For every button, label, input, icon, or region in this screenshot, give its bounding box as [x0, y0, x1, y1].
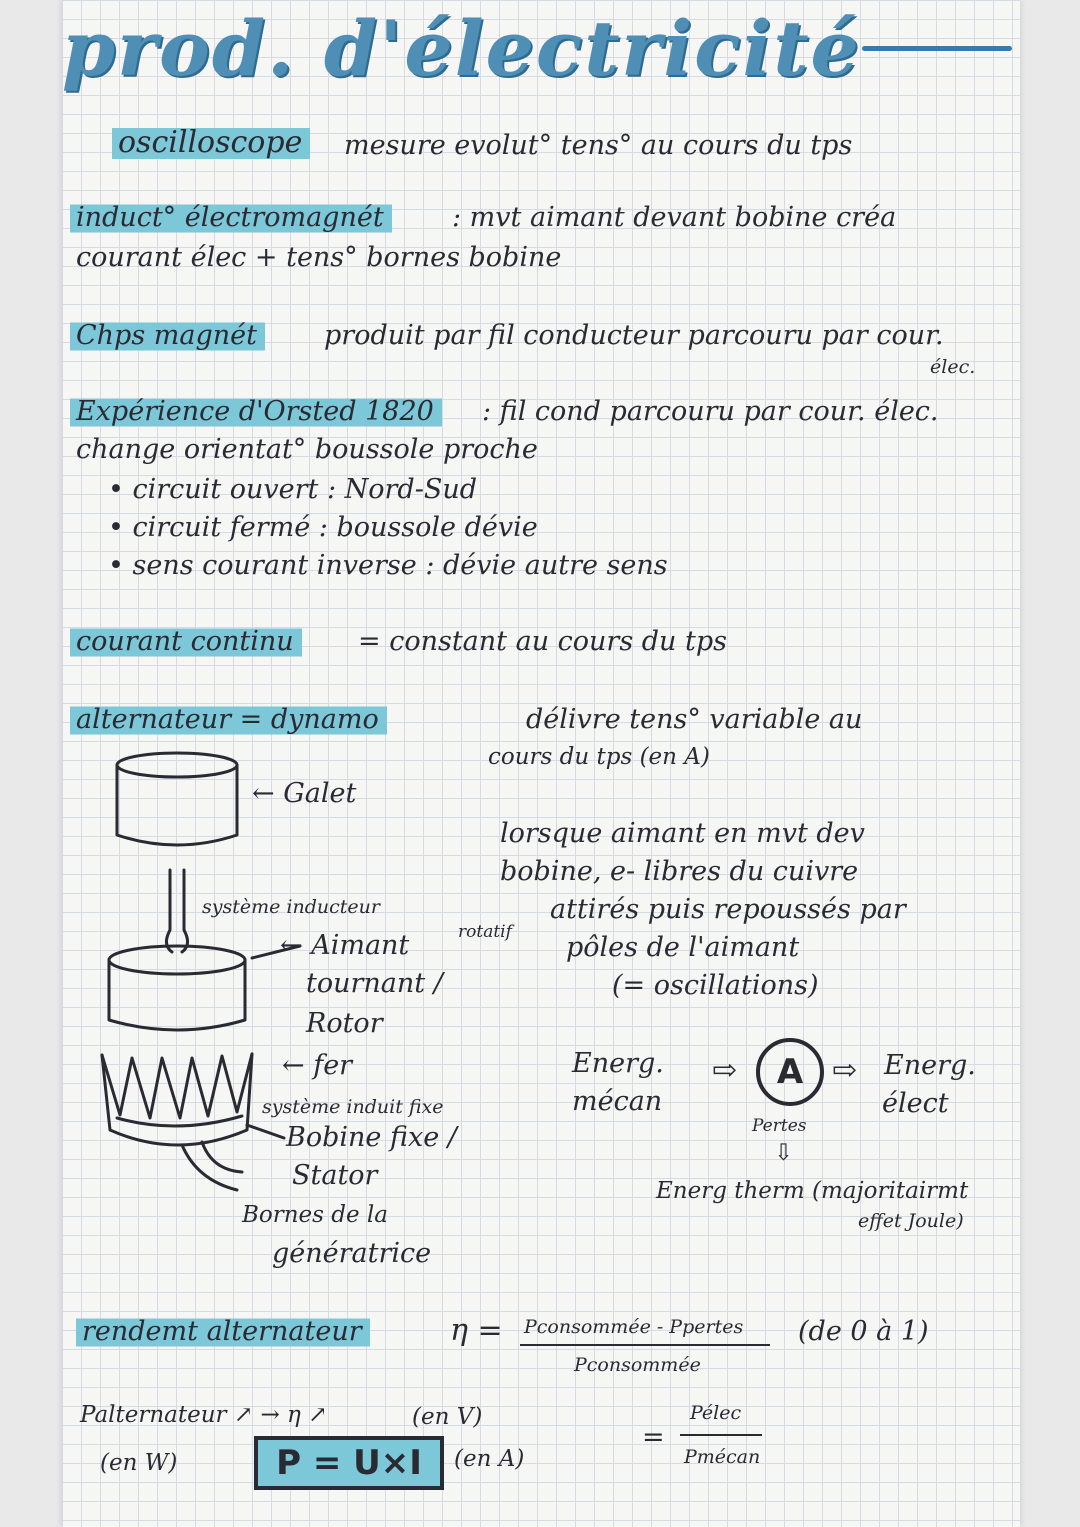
induction-definition-1: : mvt aimant devant bobine créa [452, 202, 897, 233]
label-fer: ← fer [282, 1050, 353, 1081]
label-stator: Stator [292, 1160, 378, 1191]
arrow-to-electrique: ⇨ [832, 1053, 858, 1088]
label-aimant: ← Aimant [280, 930, 410, 961]
notebook-page [62, 0, 1020, 1527]
arrow-to-alternateur: ⇨ [712, 1053, 738, 1088]
alternateur-definition-2: cours du tps (en A) [488, 744, 710, 770]
energie-thermique-1: Energ therm (majoritairmt [656, 1178, 969, 1204]
oscilloscope-definition: mesure evolut° tens° au cours du tps [344, 130, 853, 161]
rendement-equals-2: = [642, 1422, 665, 1453]
champ-magnetique-definition: produit par fil conducteur parcouru par cour. [324, 320, 944, 351]
courant-continu-term: courant continu [70, 628, 302, 655]
rendement-numerateur-2: Pélec [690, 1402, 742, 1424]
title-underline [862, 46, 1012, 51]
galet-top [117, 753, 237, 777]
explication-2: bobine, e- libres du cuivre [500, 856, 859, 887]
induction-term: induct° électromagnét [70, 204, 392, 231]
label-rotor: Rotor [306, 1008, 383, 1039]
label-tournant: tournant / [306, 968, 443, 999]
arrow-down-pertes: ⇩ [774, 1140, 794, 1166]
oscilloscope-term: oscilloscope [112, 128, 310, 158]
bullet-circuit-ouvert: • circuit ouvert : Nord-Sud [108, 474, 478, 505]
page-title: prod. d'électricité [62, 4, 861, 93]
energie-electrique-1: Energ. [884, 1050, 976, 1081]
alternateur-definition-1: délivre tens° variable au [526, 704, 863, 735]
explication-1: lorsque aimant en mvt dev [500, 818, 865, 849]
rendement-eta: η = [450, 1313, 503, 1348]
orsted-definition-1: : fil cond parcouru par cour. élec. [482, 396, 939, 427]
orsted-definition-2: change orientat° boussole proche [76, 434, 538, 465]
energie-thermique-2: effet Joule) [858, 1210, 964, 1232]
puissance-relation: Palternateur ↗ → η ↗ [80, 1402, 328, 1428]
rotor-shaft [166, 870, 187, 952]
champ-magnetique-definition-end: élec. [930, 356, 976, 378]
label-bobine: Bobine fixe / [286, 1122, 457, 1153]
fraction-line-1 [520, 1344, 770, 1346]
bullet-sens-inverse: • sens courant inverse : dévie autre sens [108, 550, 668, 581]
alternateur-symbol: A [756, 1038, 824, 1106]
induction-definition-2: courant élec + tens° bornes bobine [76, 242, 562, 273]
rendement-range: (de 0 à 1) [798, 1316, 929, 1347]
rotor-top [109, 946, 245, 974]
explication-4: pôles de l'aimant [566, 932, 800, 963]
unit-ampere: (en A) [454, 1446, 525, 1472]
orsted-term: Expérience d'Orsted 1820 [70, 398, 442, 425]
formula-box: P = U×I [254, 1436, 444, 1490]
rendement-numerateur: Pconsommée - Ppertes [524, 1316, 744, 1338]
bobine-pointer [247, 1125, 284, 1138]
label-generatrice: génératrice [272, 1238, 432, 1269]
fraction-line-2 [680, 1434, 762, 1436]
rendement-denominateur-2: Pmécan [684, 1446, 761, 1468]
champ-magnetique-term: Chps magnét [70, 322, 265, 349]
energie-mecanique-2: mécan [572, 1086, 663, 1117]
bullet-circuit-ferme: • circuit fermé : boussole dévie [108, 512, 538, 543]
label-systeme-induit: système induit fixe [262, 1096, 444, 1118]
explication-3: attirés puis repoussés par [550, 894, 906, 925]
rendement-term: rendemt alternateur [76, 1318, 370, 1345]
label-rotatif: rotatif [458, 922, 512, 942]
rendement-denominateur: Pconsommée [574, 1354, 701, 1376]
label-galet: ← Galet [252, 778, 357, 809]
energie-electrique-2: élect [882, 1088, 949, 1119]
terminal-1 [182, 1145, 237, 1190]
label-bornes: Bornes de la [242, 1202, 388, 1228]
stator-teeth [102, 1054, 252, 1118]
terminal-2 [202, 1142, 242, 1172]
label-pertes: Pertes [752, 1116, 807, 1136]
unit-watt: (en W) [100, 1450, 178, 1476]
alternateur-term: alternateur = dynamo [70, 706, 387, 733]
label-systeme-inducteur: système inducteur [202, 896, 380, 918]
explication-5: (= oscillations) [612, 970, 819, 1001]
courant-continu-definition: = constant au cours du tps [358, 626, 728, 657]
energie-mecanique-1: Energ. [572, 1048, 664, 1079]
unit-volt: (en V) [412, 1404, 483, 1430]
